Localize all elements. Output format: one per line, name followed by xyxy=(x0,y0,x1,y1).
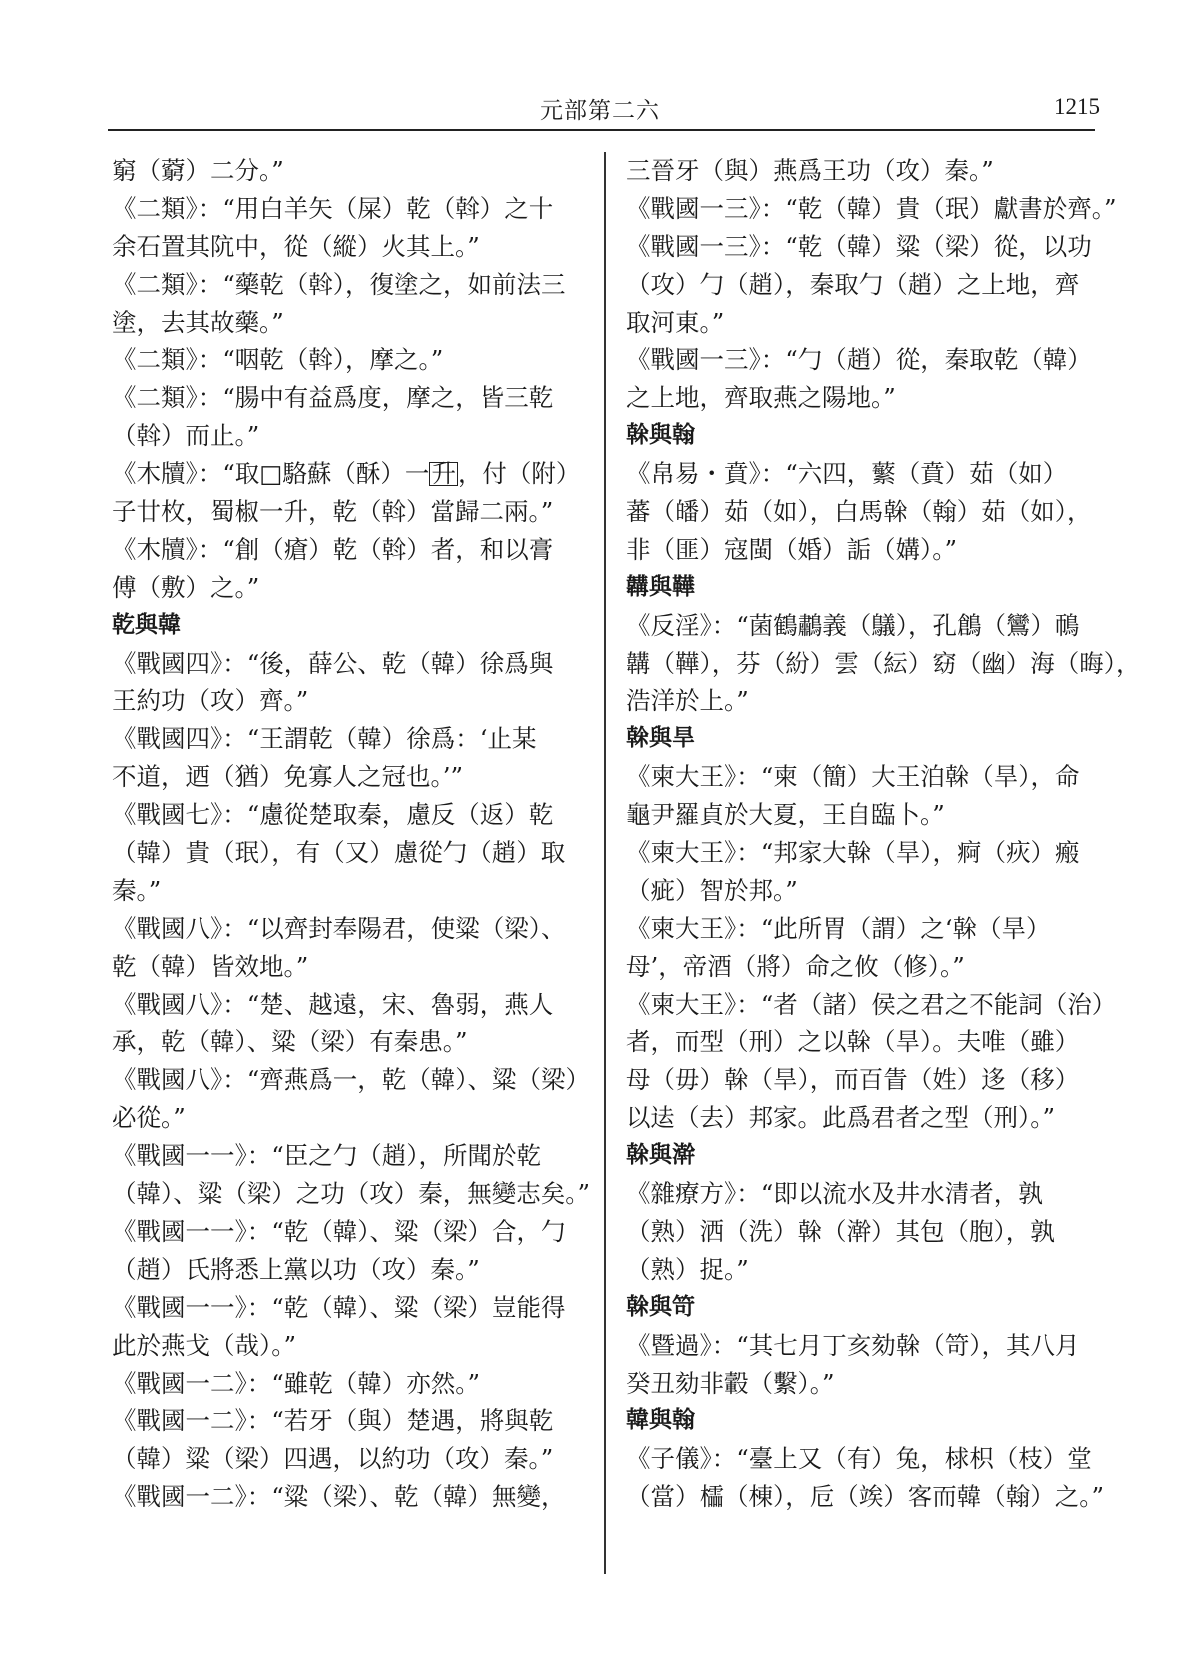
text-line: 乾（韓）皆效地。” xyxy=(112,951,309,981)
header-rule xyxy=(108,129,1095,131)
right-column xyxy=(626,152,1141,1516)
text-line: 《戰國四》：“王謂乾（韓）徐爲：‘止某 xyxy=(112,724,537,754)
text-segment: 《木牘》：“取□駱蘇（酥）一 xyxy=(112,459,430,489)
section-title: 元部第二六 xyxy=(540,98,660,124)
text-line: 《戰國一一》：“臣之勹（趙），所聞於乾 xyxy=(112,1141,542,1171)
text-line: 《戰國八》：“以齊封奉陽君，使粱（梁）、 xyxy=(112,913,566,943)
text-line: 取河東。” xyxy=(626,307,725,337)
text-line: 《戰國一一》：“乾（韓）、粱（梁）豈能得 xyxy=(112,1292,566,1322)
text-line: 者，而型（刑）之以榦（旱）。夫唯（雖） xyxy=(626,1027,1080,1057)
text-line: 塗，去其故藥。” xyxy=(112,307,284,337)
text-line: 傅（敷）之。” xyxy=(112,572,260,602)
text-line: 《二類》：“用白羊矢（屎）乾（斡）之十 xyxy=(112,193,554,223)
text-line: 不道，迺（猶）免寡人之冠也。’” xyxy=(112,762,464,792)
entry-heading: 榦與翰 xyxy=(626,422,695,449)
entry-heading: 乾與韓 xyxy=(112,611,181,638)
text-line: 《戰國一二》：“雖乾（韓）亦然。” xyxy=(112,1368,481,1398)
text-line: （韓）粱（梁）四遇，以約功（攻）秦。” xyxy=(112,1444,554,1474)
text-line: 之上地，齊取燕之陽地。” xyxy=(626,383,896,413)
text-line: 《戰國一三》：“乾（韓）貴（珉）獻書於齊。” xyxy=(626,193,1117,223)
text-line: 以迲（去）邦家。此爲君者之型（刑）。” xyxy=(626,1103,1056,1133)
text-line: 母’，帝酒（將）命之攸（修）。” xyxy=(626,951,965,981)
text-line: 《雜療方》：“即以流水及井水清者，孰 xyxy=(626,1179,1043,1209)
text-line: 《柬大王》：“者（諸）侯之君之不能詞（治） xyxy=(626,989,1117,1019)
text-line: 窮（藭）二分。” xyxy=(112,156,284,185)
text-line: 癸丑劾非轂（繫）。” xyxy=(626,1368,835,1398)
text-line: 王約功（攻）齊。” xyxy=(112,686,309,716)
text-line: 龜尹羅貞於大夏，王自臨卜。” xyxy=(626,800,945,830)
text-line: （韓）貴（珉），有（又）慮從勹（趙）取 xyxy=(112,838,566,868)
text-line: 《二類》：“咽乾（斡），摩之。” xyxy=(112,345,444,375)
text-line: 三晉牙（與）燕爲王功（攻）秦。” xyxy=(626,156,994,185)
text-line: （斡）而止。” xyxy=(112,421,260,451)
boxed-character: 升 xyxy=(431,459,456,489)
text-line: 《反淫》：“菌鶴鷫義（鸃），孔鶬（鸞）鳾 xyxy=(626,610,1080,640)
text-line: （疵）智於邦。” xyxy=(626,875,798,905)
text-line: （攻）勹（趙），秦取勹（趙）之上地，齊 xyxy=(626,269,1080,299)
text-line: 《戰國八》：“齊燕爲一，乾（韓）、粱（梁） xyxy=(112,1065,591,1095)
entry-heading: 韝與鞾 xyxy=(626,573,695,600)
text-line: 《子儀》：“臺上又（有）兔，梂枳（枝）堂 xyxy=(626,1444,1092,1474)
column-divider xyxy=(604,152,606,1574)
page-number: 1215 xyxy=(1054,94,1100,119)
text-line: 《戰國一二》：“若牙（與）楚遇，將與乾 xyxy=(112,1406,554,1436)
text-line: 余石置其阬中，從（縱）火其上。” xyxy=(112,231,480,261)
text-line: 韝（鞾），芬（紛）雲（紜）窈（幽）海（晦）， xyxy=(626,648,1141,678)
text-line: 蕃（皤）茹（如），白馬榦（翰）茹（如）， xyxy=(626,497,1092,527)
text-line: 《暨過》：“其七月丁亥劾榦（笴），其八月 xyxy=(626,1330,1080,1360)
text-line: （韓）、粱（梁）之功（攻）秦，無變志矣。” xyxy=(112,1179,591,1209)
entry-heading: 韓與翰 xyxy=(626,1407,695,1434)
text-line: （趙）氏將悉上黨以功（攻）秦。” xyxy=(112,1254,480,1284)
text-line: 子廿枚，蜀椒一升，乾（斡）當歸二兩。” xyxy=(112,497,554,527)
text-line: 《柬大王》：“此所胃（謂）之‘榦（旱） xyxy=(626,913,1051,943)
text-line: 浩洋於上。” xyxy=(626,686,749,716)
text-line: （熟）洒（洗）榦（澣）其包（胞），孰 xyxy=(626,1216,1055,1246)
text-line: （熟）捉。” xyxy=(626,1254,749,1284)
text-line: 《戰國七》：“慮從楚取秦，慮反（返）乾 xyxy=(112,800,554,830)
text-line: 秦。” xyxy=(112,875,162,905)
text-line: 必從。” xyxy=(112,1103,186,1133)
text-line: 《二類》：“腸中有益爲度，摩之，皆三乾 xyxy=(112,383,554,413)
text-line: 《戰國四》：“後，薛公、乾（韓）徐爲與 xyxy=(112,648,554,678)
left-column xyxy=(112,152,591,1516)
text-line: （當）櫺（棟），卮（竢）客而韓（翰）之。” xyxy=(626,1482,1105,1512)
entry-heading: 榦與笴 xyxy=(626,1293,695,1320)
text-line: 《柬大王》：“邦家大榦（旱），痾（疢）瘢 xyxy=(626,838,1080,868)
text-line: 此於燕戈（哉）。” xyxy=(112,1330,297,1360)
entry-heading: 榦與澣 xyxy=(626,1142,695,1169)
text-line: 《木牘》：“創（瘡）乾（斡）者，和以膏 xyxy=(112,534,554,564)
text-line: 《戰國一三》：“勹（趙）從，秦取乾（韓） xyxy=(626,345,1092,375)
text-line: 《二類》：“藥乾（斡），復塗之，如前法三 xyxy=(112,269,566,299)
text-line: 《柬大王》：“柬（簡）大王泊榦（旱），命 xyxy=(626,762,1080,792)
text-line xyxy=(112,455,582,493)
text-line: 非（匪）寇閩（婚）詬（媾）。” xyxy=(626,534,958,564)
text-line: 《戰國一三》：“乾（韓）粱（梁）從，以功 xyxy=(626,231,1092,261)
text-line: 《戰國一一》：“乾（韓）、粱（梁）合，勹 xyxy=(112,1216,566,1246)
text-segment: ，付（附） xyxy=(457,459,581,489)
text-line: 承，乾（韓）、粱（梁）有秦患。” xyxy=(112,1027,468,1057)
text-line: 《戰國八》：“楚、越遠，宋、魯弱，燕人 xyxy=(112,989,554,1019)
text-line: 《帛易・賁》：“六四，蘩（賁）茹（如） xyxy=(626,459,1068,489)
text-line: 母（毋）榦（旱），而百眚（姓）迻（移） xyxy=(626,1065,1080,1095)
entry-heading: 榦與旱 xyxy=(626,725,695,752)
text-line: 《戰國一二》：“粱（梁）、乾（韓）無變， xyxy=(112,1482,566,1512)
